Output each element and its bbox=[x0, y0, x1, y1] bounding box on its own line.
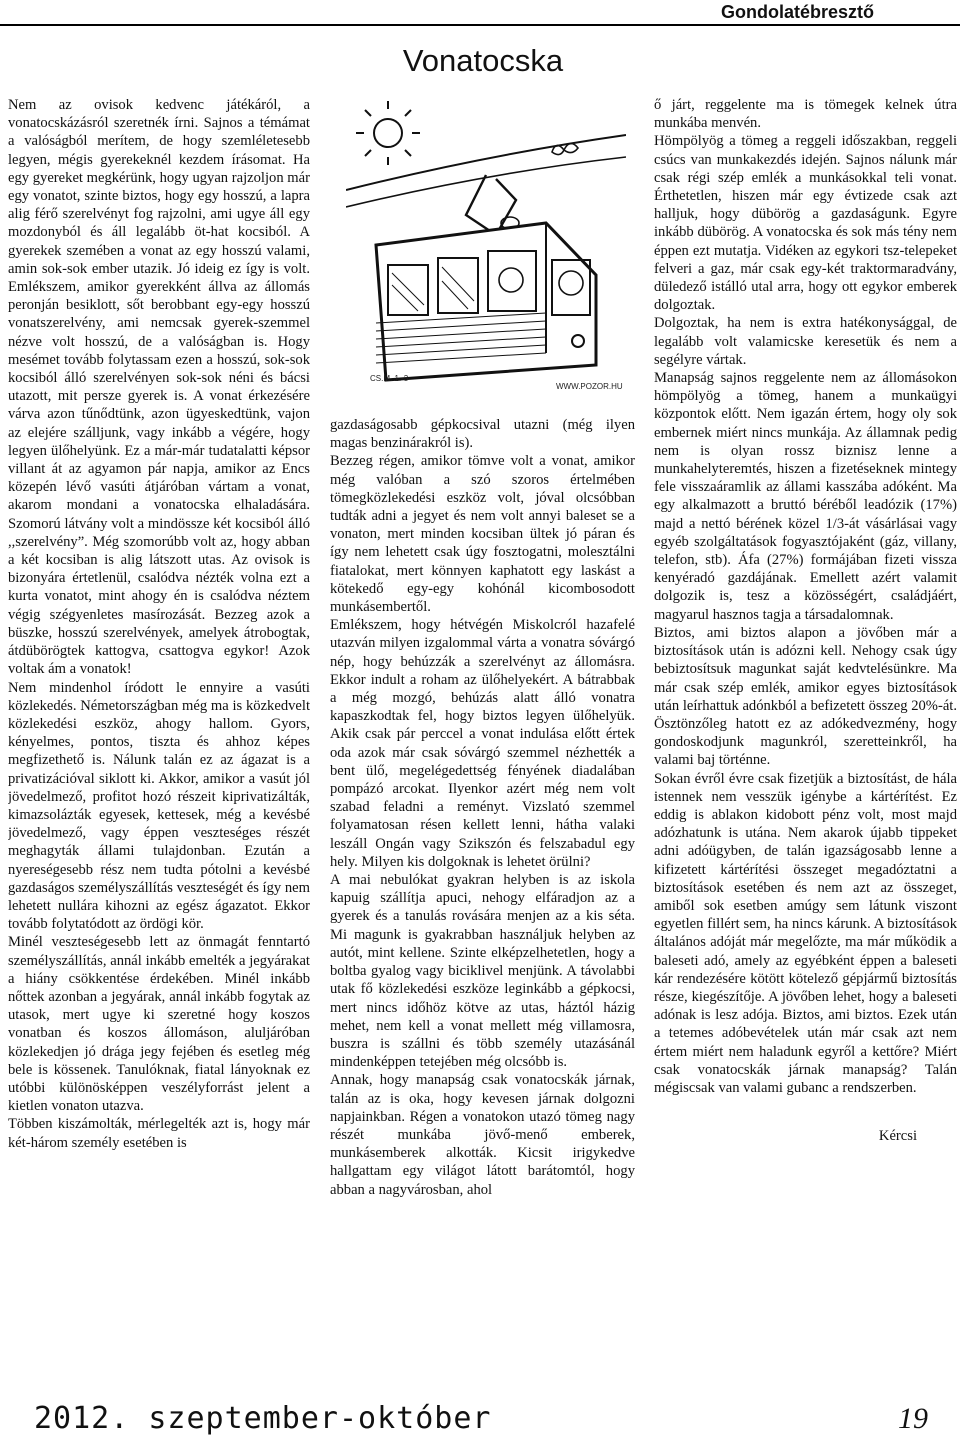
pantograph bbox=[466, 175, 516, 235]
article-title: Vonatocska bbox=[402, 43, 564, 78]
paragraph: A mai nebulókat gyakran helyben is az iskola kapuig szállítja apuci, nehogy elfáradjon az a gyerek és a tanulás rovására menjen az a kis séta. Mi magunk is gyakrabban használjuk helyben az autót, mint kellene. Szinte elképzelhetetlen, hogy a boltba gyalog vagy biciklivel menjünk. A távolabbi utak fő közlekedési eszköze leginkább a gépkocsi, mert nincs időhöz kötve az utas, háztól házig mehet, nem kell a vonat mellett még villamosra, buszra is szállni és több személy utazásánál mindenképpen tetejében még olcsóbb is. bbox=[330, 872, 635, 1071]
paragraph: ő járt, reggelente ma is tömegek kelnek útra munkába menvén. bbox=[654, 97, 957, 132]
author-signature: Kércsi bbox=[878, 1128, 917, 1145]
sun-rays bbox=[356, 101, 420, 165]
article-column-middle bbox=[330, 416, 635, 1406]
paragraph: Emlékszem, hogy hétvégén Miskolcról hazafelé utazván milyen izgalommal várta a vonatra sóvárgó nép, hogy behúzzák a szerelvényt az állomásra. Ekkor indult a roham az ülőhelyekért. A bátrabbak a még mozgó, behúzás alatt álló vonatra kapaszkodtak fel, hogy biztos legyen ülőhelyük. Akik csak pár perccel a vonat indulása előtt értek oda azok már csak sóvárgó szemmel nézhették a bent ülő, megelégedettség fényének diadalában pompázó arcokat. Ilyenkor azért még nem volt szabad feladni a reményt. Vizslató szemmel folyamatosan résen kellett lenni, hátha valaki leszáll Ongán vagy Szikszón és felszabadul egy hely. Milyen kis dolgoknak is lehetet örülni? bbox=[330, 617, 635, 870]
paragraph: Többen kiszámolták, mérlegelték azt is, hogy már két-három személy esetében is bbox=[8, 1116, 310, 1151]
illustration-signature: CS.M. 1.-3 bbox=[370, 374, 409, 383]
paragraph: Annak, hogy manapság csak vonatocskák járnak, talán az is oka, hogy kevesen járnak dolgozni napjainkban. Régen a vonatokon utazó tömeg nagy részét munkába jövő-menő emberek, munkásemberek alkották. Kicsit irigykedve hallgattam egy világot látott barátomtól, hogy abban a nagyvárosban, ahol bbox=[330, 1072, 635, 1198]
paragraph: Nem az ovisok kedvenc játékáról, a vonatocskázásról szeretnék írni. Sajnos a témámat a valóságból merítem, de hogy szemléletesebb legyen, mégis gyerekeknél kezdem írásomat. Ha egy gyereket megkérünk, hogy ugyan rajzoljon már egy vonatot, szinte biztos, hogy egy hosszú, a lapra alig férő szerelvényt fog rajzolni, ami ugye áll egy mozdonyból és áll legalább öt-hat kocsiból. A gyerekek szemében a vonat az egy hosszú valami, amin sok-sok ember utazik. Jó ideig ez így is volt. Emlékszem, amikor gyerekként állva az állomás peronján besiklott, sőt berobbant egy-egy hosszú vonatszerelvény, ami nemcsak gyerek-szemmel nézve volt hosszú, de a valóságban is. Hogy mesémet tovább folytassam ezen a hosszú, sok-sok kocsiból álló szerelvényen sok-sok néni és bácsi utazott, mit persze gyerek is. A vonat érkezésére várva azon tűnődtünk, azon ügyeskedtünk, vajon az elejére szálljunk, vagy inkább a végére, hogy legyen ülőhelyünk. Ez a már-már tudatalatti képsor villant át az agyamon pár napja, amikor az Encs közepén lévő vasúti átjáróban vártam a vonat, akarom mondani a vonatocska elhaladására. Szomorú látvány volt a mindössze két kocsiból álló ,,szerelvény”. Még szomorúbb volt az, hogy abban a két kocsiban is alig látszott utas. Az ovisok is bizonyára értetlenül, csalódva nézték volna ezt a kurta vonatot, mint ahogy én is csalódva néztem végig szégyenletes masírozását. Bezzeg azok a büszke, hosszú szerelvények, amelyek átrobogtak, átdübörögtek kattogva, csattogva egykor! Azok voltak ám a vonatok! bbox=[8, 97, 310, 678]
article-column-left bbox=[8, 96, 310, 1396]
paragraph: gazdaságosabb gépkocsival utazni (még ilyen magas benzinárakról is). bbox=[330, 417, 635, 452]
section-rubric: Gondolatébresztő bbox=[720, 2, 874, 22]
page-number: 19 bbox=[898, 1402, 928, 1435]
page-footer bbox=[0, 1394, 960, 1442]
paragraph: Manapság sajnos reggelente nem az állomásokon hömpölyög a tömeg, hanem a munkaügyi központok előtt. Nem igazán értem, hogy oly sok embernek miért nincs munkája. Az államnak pedig nem is olyan rossz biznisz lenne a munkahelyteremtés, hiszen a fizetéseknek mintegy fele visszaáramlik az állami kasszába adóként. Ma egy alkalmazott a bruttó béréből leadózik (17%) majd a nettó bérének közel 1/3-át vásárlásai vagy egyéb szolgáltatások fogyasztójaként (gáz, villany, telefon, stb). Áfa (27%) formájában fizeti vissza kenyéradó gazdájának. Emellett azért valamit dolgozik is, tesz a közösségért, családjáért, magyarul hasznos tagja a társadalomnak. bbox=[654, 370, 957, 623]
article-column-right bbox=[654, 96, 957, 1296]
paragraph: Nem mindenhol íródott le ennyire a vasúti közlekedés. Németországban még ma is közkedvelt közlekedési eszköz, ahogy hallom. Gyors, kényelmes, pontos, tiszta és ahhoz képes megfizethető is. Nálunk talán ez az ágazat is a privatizációval siklott ki. Akkor, amikor a vasút jól jövedelmező, profitot hozó részeit kiprivatizálták, kimazsolázták egyesek, kettesek, még a kevésbé jövedelmező, vagy éppen veszteséges részét meghagyták állami tulajdonban. Ezután a nyereségesebb rész nem tudta pótolni a kevésbé gazdaságos személyszállítás veszteségét és így nem lehetett nullára kihozni az egész ágazatot. Ekkor tovább folytatódott az ördögi kör. bbox=[8, 679, 310, 933]
issue-date: 2012. szeptember-október bbox=[34, 1401, 492, 1436]
paragraph: Sokan évről évre csak fizetjük a biztosítást, de hála istennek nem vesszük igénybe a kártérítést. Ez eddig is ablakon kidobott pénz volt, most majd adózhatunk is utána. Nem akarok újabb tippeket adni adóügyben, de talán igazságosabb lenne a kifizetett kártérítési összeget megadóztatni a biztosítások esetében és nem azt az összeget, amiből sok esetben amúgy sem látunk viszont egyetlen fillért sem, ha nincs kárunk. A biztosítások általános adóját már megelőzte, ma már működik a baleseti adó, amely az egyébként éppen a baleseti kár rendezésére kötött kötelező gépjármű biztosítás része, kiegészítője. A jövőben lehet, hogy a baleseti adónak is lesz adója. Biztos, ami biztos. Ezek után a tetemes adóbevételek után már csak azt nem értem miért nem haladunk egyről a kettőre? Miért csak vonatocskák járnak manapság? Talán mégiscsak van valami gubanc a rendszerben. bbox=[654, 770, 957, 1096]
header-rule bbox=[0, 24, 960, 26]
paragraph: Hömpölyög a tömeg a reggeli időszakban, reggeli csúcs van munkakezdés idején. Sajnos nálunk már csak régi szép emlék a munkásokkal teli vonat. Érthetetlen, hiszen már egy évtizede csak azt halljuk, hogy dübörög a gazdaságunk. Egyre inkább dübörög. A vonatocska és sok más tény nem éppen ezt mutatja. Vidéken az egykori tsz-telepeket felveri a gaz, már csak egy-két traktormaradvány, düledező istálló utal arra, hogy ott egykor emberek dolgoztak. bbox=[654, 133, 957, 314]
tram-illustration bbox=[346, 95, 626, 393]
paragraph: Minél veszteségesebb lett az önmagát fenntartó személyszállítás, annál inkább emelték a jegyárakat a hiány csökkentése érdekében. Minél inkább nőttek azonban a jegyárak, annál inkább fogytak az utasok, mert ugye ki szeretné hogy koszos vonatban és koszos állomáson, aluljáróban közlekedjen jó drága jegy fejében és esetleg még bele is kössenek. Tanulóknak, fiatal lányoknak ez utóbbi különösképpen veszélyforrást jelent a kietlen vonaton utazva. bbox=[8, 934, 310, 1115]
sun-icon bbox=[374, 119, 402, 147]
paragraph: Dolgoztak, ha nem is extra hatékonysággal, de legalább volt valamicske keresetük és nem a segélyre vártak. bbox=[654, 315, 957, 368]
illustration-credit: WWW.POZOR.HU bbox=[556, 382, 623, 391]
paragraph: Biztos, ami biztos alapon a jövőben már a biztosítások után is adózni kell. Nehogy csak úgy bebiztosítsuk magunkat saját kedvtelésünkre. Ma már csak szép emlék, amikor egyes biztosítások után leírhattuk adónkból a befizetett összeg 20%-át. Ösztönzőleg hatott ez az adókedvezmény, hogy gondoskodjunk magunkról, szeretteinkről, ha valami baj történne. bbox=[654, 624, 957, 769]
tram-drawing bbox=[346, 95, 626, 393]
paragraph: Bezzeg régen, amikor tömve volt a vonat, amikor még valóban a szó szoros értelmében tömegközlekedési eszköz volt, jóval olcsóbban tudták adni a jegyet és nem volt annyi baleset se a vonaton, mert minden kocsiban ültek jó páran és így nem lehetett csak úgy fosztogatni, molesztálni fiatalokat, mert könnyen kaphatott egy laskást a kötekedő egy-egy kohónál kicombosodott munkásembertől. bbox=[330, 453, 635, 616]
